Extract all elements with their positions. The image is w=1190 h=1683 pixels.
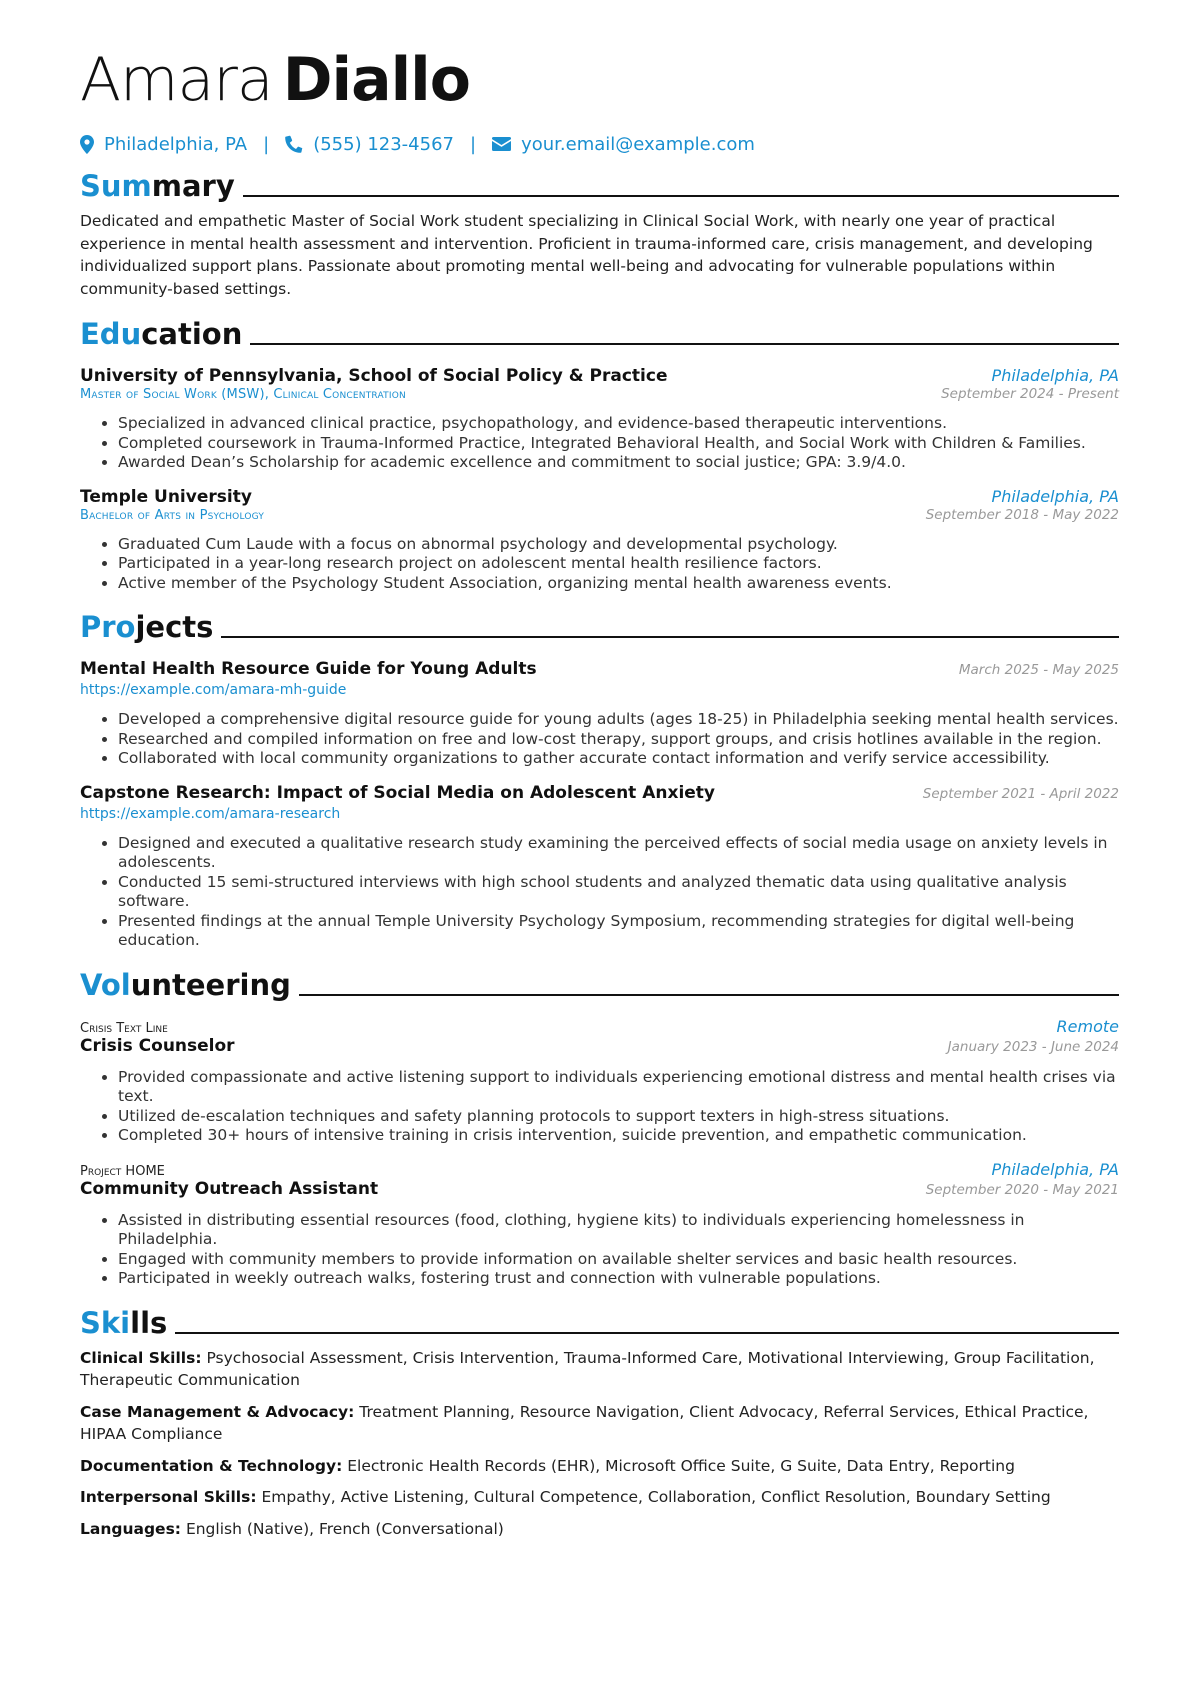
bullet-list xyxy=(80,834,1119,951)
section-header xyxy=(80,959,1119,1003)
entry-dates: September 2018 - May 2022 xyxy=(925,506,1119,523)
volunteer-entry xyxy=(80,1160,1119,1289)
skill-row xyxy=(80,1401,1119,1446)
project-entry xyxy=(80,659,1119,769)
section-header xyxy=(80,308,1119,352)
summary-section xyxy=(80,160,1119,300)
skill-value: Treatment Planning, Resource Navigation, Client Advocacy, Referral Services, Ethical Practice, HIPAA Compliance xyxy=(80,1402,1089,1443)
bullet-item: • Provided compassionate and active listening support to individuals experiencing emotional distress and mental health crises via text. xyxy=(118,1068,1119,1107)
bullet-item: • Participated in a year-long research project on adolescent mental health resilience factors. xyxy=(118,554,1119,574)
map-pin-icon xyxy=(80,135,94,154)
bullet-item: • Developed a comprehensive digital resource guide for young adults (ages 18-25) in Philadelphia seeking mental health services. xyxy=(118,710,1119,730)
skill-label: Case Management & Advocacy: xyxy=(80,1402,355,1421)
bullet-list xyxy=(80,1211,1119,1289)
bullet-item: • Completed coursework in Trauma-Informed Practice, Integrated Behavioral Health, and Social Work with Children & Families. xyxy=(118,434,1119,454)
section-rule xyxy=(243,195,1119,197)
bullet-item: • Participated in weekly outreach walks, fostering trust and connection with vulnerable populations. xyxy=(118,1269,1119,1289)
bullet-item: • Presented findings at the annual Temple University Psychology Symposium, recommending strategies for digital well-being education. xyxy=(118,912,1119,951)
envelope-icon xyxy=(492,137,511,151)
skill-label: Documentation & Technology: xyxy=(80,1456,343,1475)
title-rest: lls xyxy=(130,1305,168,1340)
skill-value: English (Native), French (Conversational) xyxy=(185,1519,504,1538)
education-entry xyxy=(80,366,1119,473)
bullet-item: • Completed 30+ hours of intensive training in crisis intervention, suicide prevention, and empathetic communication. xyxy=(118,1126,1119,1146)
skill-row xyxy=(80,1486,1119,1509)
bullet-item: • Specialized in advanced clinical practice, psychopathology, and evidence-based therapeutic interventions. xyxy=(118,414,1119,434)
section-header xyxy=(80,1297,1119,1341)
title-rest: unteering xyxy=(130,967,291,1002)
last-name: Diallo xyxy=(282,45,470,115)
education-entry xyxy=(80,487,1119,594)
contact-email[interactable] xyxy=(492,134,755,155)
bullet-list xyxy=(80,535,1119,594)
education-section xyxy=(80,308,1119,593)
skills-section xyxy=(80,1297,1119,1541)
skill-label: Languages: xyxy=(80,1519,181,1538)
bullet-list xyxy=(80,710,1119,769)
phone-text: (555) 123-4567 xyxy=(313,133,454,155)
skill-row xyxy=(80,1455,1119,1478)
bullet-item: • Active member of the Psychology Student Association, organizing mental health awareness events. xyxy=(118,574,1119,594)
section-title xyxy=(80,1305,167,1341)
bullet-list xyxy=(80,1068,1119,1146)
entry-dates: September 2020 - May 2021 xyxy=(925,1181,1119,1198)
volunteer-entry xyxy=(80,1017,1119,1146)
bullet-item: • Awarded Dean’s Scholarship for academic excellence and commitment to social justice; GPA: 3.9/4.0. xyxy=(118,453,1119,473)
bullet-item: • Collaborated with local community organizations to gather accurate contact information and verify service accessibility. xyxy=(118,749,1119,769)
section-title xyxy=(80,609,213,645)
entry-location: Philadelphia, PA xyxy=(991,366,1119,385)
bullet-list xyxy=(80,414,1119,473)
email-link: your.email@example.com xyxy=(521,133,755,155)
role-title: Crisis Counselor xyxy=(80,1035,235,1056)
bullet-item: • Graduated Cum Laude with a focus on abnormal psychology and developmental psychology. xyxy=(118,535,1119,555)
project-link[interactable]: https://example.com/amara-mh-guide xyxy=(80,682,347,698)
entry-dates: March 2025 - May 2025 xyxy=(958,662,1119,678)
bullet-item: • Engaged with community members to provide information on available shelter services and basic health resources. xyxy=(118,1250,1119,1270)
bullet-item: • Researched and compiled information on free and low-cost therapy, support groups, and crisis hotlines available in the region. xyxy=(118,730,1119,750)
entry-dates: January 2023 - June 2024 xyxy=(947,1038,1119,1055)
degree: Master of Social Work (MSW), Clinical Concentration xyxy=(80,387,406,402)
project-title: Mental Health Resource Guide for Young Adults xyxy=(80,659,537,679)
title-accent: Ski xyxy=(80,1305,131,1340)
section-header xyxy=(80,601,1119,645)
title-accent: Sum xyxy=(80,169,152,203)
organization-name: Project HOME xyxy=(80,1163,165,1179)
section-title xyxy=(80,316,242,352)
project-title: Capstone Research: Impact of Social Media on Adolescent Anxiety xyxy=(80,782,716,803)
skill-label: Clinical Skills: xyxy=(80,1348,202,1367)
title-rest: cation xyxy=(141,317,243,351)
entry-location: Philadelphia, PA xyxy=(991,486,1119,506)
skill-label: Interpersonal Skills: xyxy=(80,1488,257,1506)
role-title: Community Outreach Assistant xyxy=(80,1178,379,1199)
institution-name: University of Pennsylvania, School of Social Policy & Practice xyxy=(80,366,668,386)
skill-value: Electronic Health Records (EHR), Microsoft Office Suite, G Suite, Data Entry, Reporting xyxy=(347,1456,1015,1475)
title-accent: Pro xyxy=(80,610,136,644)
contact-separator: | xyxy=(263,133,270,155)
summary-text: Dedicated and empathetic Master of Social Work student specializing in Clinical Social Work, with nearly one year of practical experience in mental health assessment and intervention. Proficient in trauma-informed care, crisis management, and developing individualized support plans. Passionate about promoting mental well-being and advocating for vulnerable populations within community-based settings. xyxy=(80,212,1093,298)
skill-value: Psychosocial Assessment, Crisis Intervention, Trauma-Informed Care, Motivational Interviewing, Group Facilitation, Therapeutic Communication xyxy=(80,1348,1095,1389)
section-rule xyxy=(250,343,1119,345)
entry-location: Remote xyxy=(1056,1016,1119,1036)
title-rest: mary xyxy=(151,169,235,203)
project-entry xyxy=(80,783,1119,951)
section-rule xyxy=(299,994,1119,996)
contact-phone[interactable] xyxy=(285,134,454,155)
entry-location: Philadelphia, PA xyxy=(991,1159,1119,1179)
entry-dates: September 2024 - Present xyxy=(941,386,1119,402)
project-link[interactable]: https://example.com/amara-research xyxy=(80,805,341,822)
title-accent: Edu xyxy=(80,317,142,351)
section-header xyxy=(80,160,1119,204)
bullet-item: • Utilized de-escalation techniques and safety planning protocols to support texters in high-stress situations. xyxy=(118,1107,1119,1127)
skill-row xyxy=(80,1518,1119,1541)
section-rule xyxy=(221,636,1119,638)
contact-separator: | xyxy=(470,133,477,155)
volunteering-section xyxy=(80,959,1119,1289)
title-accent: Vol xyxy=(80,967,131,1002)
location-text: Philadelphia, PA xyxy=(104,133,248,155)
bullet-item: • Designed and executed a qualitative research study examining the perceived effects of social media usage on anxiety levels in adolescents. xyxy=(118,834,1119,873)
organization-name: Crisis Text Line xyxy=(80,1020,168,1036)
degree: Bachelor of Arts in Psychology xyxy=(80,507,265,523)
title-rest: jects xyxy=(135,610,214,644)
first-name: Amara xyxy=(80,45,273,115)
bullet-item: • Assisted in distributing essential resources (food, clothing, hygiene kits) to individuals experiencing homelessness in Philadelphia. xyxy=(118,1211,1119,1250)
institution-name: Temple University xyxy=(80,486,252,507)
contact-location xyxy=(80,134,247,155)
bullet-item: • Conducted 15 semi-structured interviews with high school students and analyzed thematic data using qualitative analysis software. xyxy=(118,873,1119,912)
resume-page xyxy=(80,44,1119,1540)
skill-value: Empathy, Active Listening, Cultural Competence, Collaboration, Conflict Resolution, Boundary Setting xyxy=(261,1488,1051,1506)
candidate-name xyxy=(80,44,1119,116)
projects-section xyxy=(80,601,1119,951)
contact-bar xyxy=(80,132,1119,156)
phone-icon xyxy=(285,135,303,153)
section-title xyxy=(80,168,235,204)
section-rule xyxy=(175,1332,1119,1334)
skill-row xyxy=(80,1347,1119,1392)
section-title xyxy=(80,967,291,1003)
entry-dates: September 2021 - April 2022 xyxy=(922,785,1119,802)
